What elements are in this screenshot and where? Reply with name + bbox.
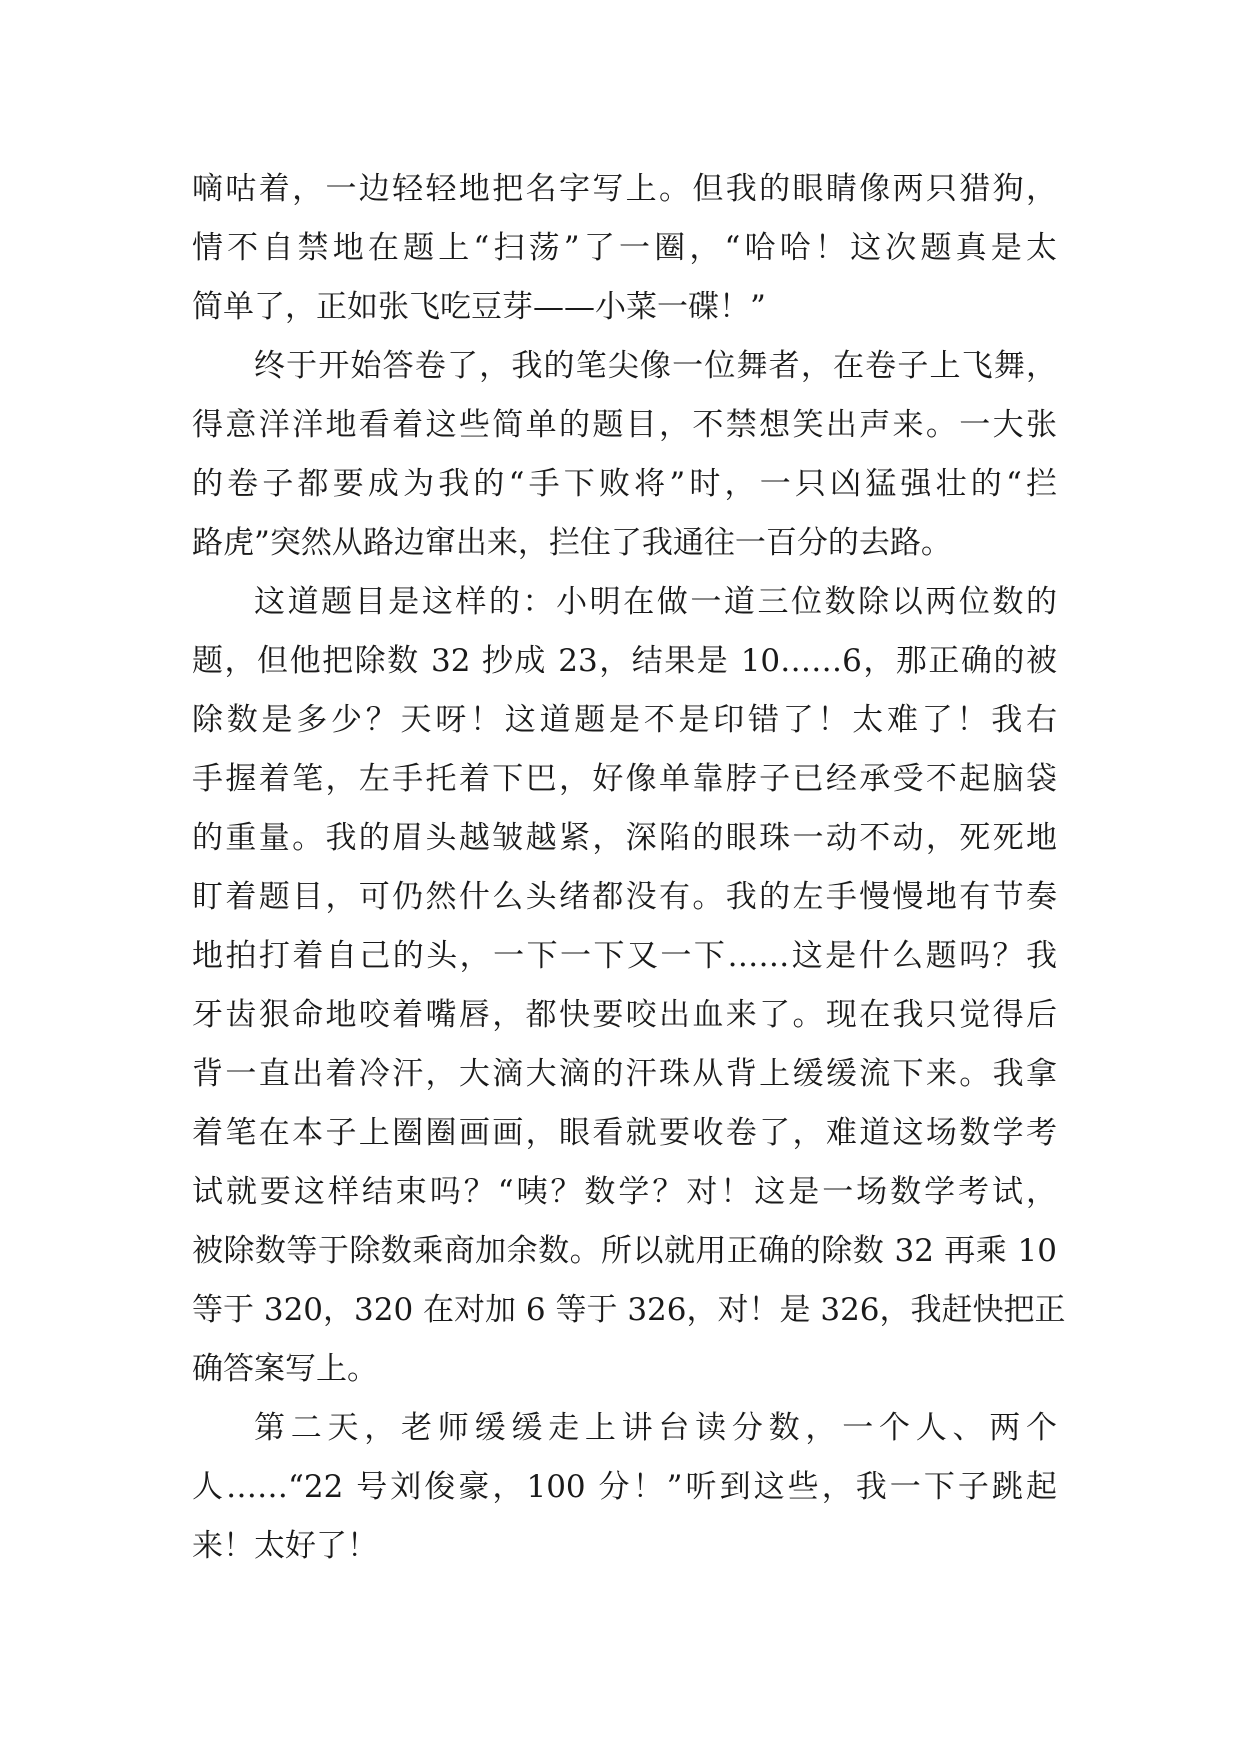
- text-line: 的重量。我的眉头越皱越紧，深陷的眼珠一动不动，死死地: [192, 820, 1057, 856]
- text-line: 来！太好了！: [192, 1528, 378, 1564]
- text-line: 得意洋洋地看着这些简单的题目，不禁想笑出声来。一大张: [192, 407, 1057, 443]
- text-line: 着笔在本子上圈圈画画，眼看就要收卷了，难道这场数学考: [192, 1115, 1057, 1151]
- essay-body: [192, 160, 1066, 1576]
- text-line: 路虎”突然从路边窜出来，拦住了我通往一百分的去路。: [192, 525, 952, 561]
- text-line: 简单了，正如张飞吃豆芽——小菜一碟！”: [192, 289, 766, 325]
- text-line: 的卷子都要成为我的“手下败将”时，一只凶猛强壮的“拦: [192, 466, 1057, 502]
- text-line: 等于 320，320 在对加 6 等于 326，对！是 326，我赶快把正: [192, 1292, 1066, 1328]
- text-line: 确答案写上。: [192, 1351, 378, 1387]
- text-line: 题，但他把除数 32 抄成 23，结果是 10……6，那正确的被: [192, 643, 1057, 679]
- text-line: 地拍打着自己的头，一下一下又一下……这是什么题吗？我: [192, 938, 1057, 974]
- text-line: 试就要这样结束吗？“咦？数学？对！这是一场数学考试，: [192, 1174, 1057, 1210]
- text-line: 盯着题目，可仍然什么头绪都没有。我的左手慢慢地有节奏: [192, 879, 1057, 915]
- text-line: 第二天，老师缓缓走上讲台读分数，一个人、两个: [254, 1410, 1057, 1446]
- text-line: 手握着笔，左手托着下巴，好像单靠脖子已经承受不起脑袋: [192, 761, 1057, 797]
- text-line: 被除数等于除数乘商加余数。所以就用正确的除数 32 再乘 10: [192, 1233, 1057, 1269]
- text-line: 这道题目是这样的：小明在做一道三位数除以两位数的: [254, 584, 1057, 620]
- text-line: 嘀咕着，一边轻轻地把名字写上。但我的眼睛像两只猎狗，: [192, 171, 1057, 207]
- text-line: 情不自禁地在题上“扫荡”了一圈，“哈哈！这次题真是太: [192, 230, 1057, 266]
- text-line: 背一直出着冷汗，大滴大滴的汗珠从背上缓缓流下来。我拿: [192, 1056, 1057, 1092]
- text-line: 人……“22 号刘俊豪，100 分！”听到这些，我一下子跳起: [192, 1469, 1057, 1505]
- text-line: 牙齿狠命地咬着嘴唇，都快要咬出血来了。现在我只觉得后: [192, 997, 1057, 1033]
- text-line: 除数是多少？天呀！这道题是不是印错了！太难了！我右: [192, 702, 1057, 738]
- text-line: 终于开始答卷了，我的笔尖像一位舞者，在卷子上飞舞，: [254, 348, 1057, 384]
